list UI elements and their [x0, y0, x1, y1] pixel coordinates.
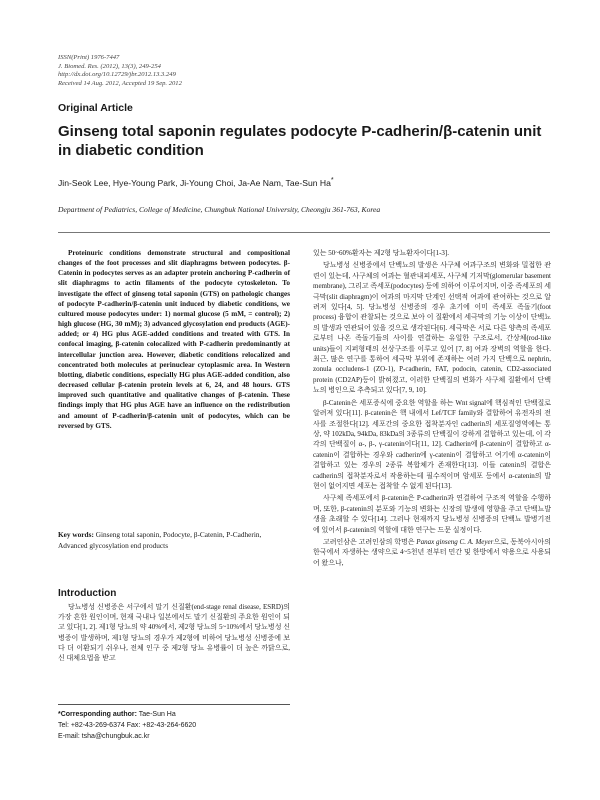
- correspondence: [58, 709, 196, 742]
- keywords: [58, 530, 290, 551]
- keywords-label: Key words:: [58, 530, 94, 539]
- affiliation: Department of Pediatrics, College of Medicine, Chungbuk National University, Cheongju 361-763, Korea: [58, 205, 381, 214]
- right-para-2: 당뇨병성 신병증에서 단백뇨의 발생은 사구체 여과구조의 변화와 밀접한 관련이 있는데, 사구체의 여과는 혈관내피세포, 사구체 기저막(glomerular basement membrane), 그리고 족세포(podocytes) 등에 의하여 이루어지며, 이중 족세포의 세극막(slit diaphragm)이 여과의 마지막 단계인 선택적 여과에 관여하는 것으로 알려져 있다[4, 5]. 당뇨병성 신병증의 경우 초기에 이미 족세포 족돌기(foot process) 융합이 관찰되는 것으로 보아 이 질환에서 세극막의 기능 이상이 단백뇨의 발생과 연관되어 있을 것으로 생각된다[6]. 세극막은 서로 다른 양측의 족세포로부터 나온 족돌기들의 사이를 연결하는 유일한 구조로서, 간상체(rod-like units)들이 지퍼형태의 선상구조를 이루고 있어 [7, 8] 여과 장벽의 역할을 한다. 최근, 많은 연구를 통하여 세극막 부위에 존재하는 여러 가지 단백으로 nephrin, zonula occludens-1 (ZO-1), P-cadherin, FAT, podocin, catenin, CD2-associated protein (CD2AP)등이 밝혀졌고, 이러한 단백질의 변화가 사구체 질환에서 단백뇨의 병인으로 추측되고 있다[7, 9, 10].: [313, 261, 551, 395]
- corresponding-mark: *: [330, 176, 334, 184]
- issn: ISSN(Print) 1976-7447: [58, 54, 120, 61]
- corr-label: *Corresponding author:: [58, 711, 137, 718]
- doi-link[interactable]: http://dx.doi.org/10.12729/jbr.2012.13.3.249: [58, 71, 176, 79]
- authors-text: Jin-Seok Lee, Hye-Young Park, Ji-Young Choi, Ja-Ae Nam, Tae-Sun Ha: [58, 177, 331, 188]
- footnote-divider: [58, 704, 290, 705]
- p5-start: 고려인삼은 고려인삼의 학명은: [323, 537, 417, 546]
- right-para-5: [313, 537, 551, 568]
- corr-email[interactable]: E-mail: tsha@chungbuk.ac.kr: [58, 733, 150, 740]
- intro-heading: Introduction: [58, 588, 117, 599]
- journal-citation: J. Biomed. Res. (2012), 13(3), 249-254: [58, 62, 161, 70]
- right-column: [313, 248, 551, 570]
- journal-meta: [58, 54, 182, 88]
- p5-end: 으로, 동북아시아의 한국에서 자생하는 생약으로 4~5천년 전부터 민간 및 한방에서 약용으로 사용되어 왔으나,: [313, 537, 551, 567]
- p5-species: Panax ginseng C. A. Meyer: [416, 537, 494, 546]
- paper-title: Ginseng total saponin regulates podocyte P-cadherin/β-catenin unit in diabetic condition: [58, 123, 542, 159]
- keywords-text: Ginseng total saponin, Podocyte, β-Catenin, P-Cadherin, Advanced glycosylation end products: [58, 530, 262, 550]
- intro-paragraph: 당뇨병성 신병증은 서구에서 말기 신질환(end-stage renal disease, ESRD)의 가장 흔한 원인이며, 현재 국내나 일본에서도 말기 신질환의 주요한 원인이 되고 있다[1, 2]. 제1형 당뇨의 약 40%에서, 제2형 당뇨의 5~10%에서 당뇨병성 신병증이 발생하며, 제1형 당뇨의 경우가 제2형에 비하여 당뇨병성 신병증에 보다 더 이환되기 쉬우나, 전체 인구 중 제2형 당뇨 유병률이 더 높은 까닭으로, 신 대체요법을 받고: [58, 603, 290, 663]
- right-para-4: 사구체 족세포에서 β-catenin은 P-cadherin과 연결하여 구조적 역할을 수행하며, 또한, β-catenin의 분포와 기능의 변화는 신장의 발생에 영향을 주고 단백뇨발생을 초래할 수 있다[14]. 그러나 현재까지 당뇨병성 신병증의 단백뇨 발병기전에 있어서 β-catenin의 역할에 대한 연구는 드문 실정이다.: [313, 494, 551, 534]
- right-para-3: β-Catenin은 세포증식에 중요한 역할을 하는 Wnt signal에 핵심적인 단백질로 알려져 있다[11]. β-catenin은 핵 내에서 Lef/TCF family와 결합하여 유전자의 전사를 조절한다[12]. 세포간의 중요한 접착분자인 cadherin의 세포질영역에는 통상, 약 102kDa, 94kDa, 83kDa의 3종류의 단백질이 강하게 결합하고 있는데, 이 각각의 단백질이 α-, β-, γ-catenin이다[11, 12]. Cadherin에 β-catenin이 결합하고 α-catenin이 결합하는 경우와 cadherin에 γ-catenin이 결합하고 여기에 α-catenin이 결합하고 있는 경우의 2종류 복합체가 존재한다[13]. 이들 catenin의 결합은 cadherin의 접착분자로서 작용하는데 필수적이며 암세포 등에서 α-catenin의 발현이 없어지면 세포는 접착할 수 없게 된다[13].: [313, 398, 551, 490]
- received-date: Received 14 Aug. 2012, Accepted 19 Sep. 2012: [58, 79, 182, 87]
- corr-author-line: [58, 709, 196, 720]
- header-divider: [58, 232, 550, 233]
- abstract: Proteinuric conditions demonstrate structural and compositional changes of the foot processes and slit diaphragms between podocytes. β-Catenin in podocytes serves as an adapter protein anchoring P-cadherin of slit diaphragms to actin filaments of the podocyte cytoskeleton. To investigate the effect of ginseng total saponin (GTS) on pathologic changes of podocyte P-cadherin/β-catenin unit induced by diabetic conditions, we cultured mouse podocytes under: 1) normal glucose (5 mM, = control); 2) high glucose (HG, 30 mM); 3) advanced glycosylation end products (AGE)-added; or 4) HG plus AGE-added conditions and treated with GTS. In confocal imaging, β-catenin colocalized with P-cadherin predominantly at intercellular junction area. However, diabetic conditions relocalized and concentrated both molecules at perinuclear cytoplasmic area. In Western blotting, diabetic conditions, especially HG plus AGE-added condition, also decreased cellular β-catenin protein levels at 6, 24, and 48 hours. GTS improved such quantitative and qualitative changes of β-catenin. These findings imply that HG plus AGE have an influence on the redistribution and amount of P-cadherin/β-catenin unit of podocytes, which can be reversed by GTS.: [58, 249, 290, 430]
- right-para-1: 있는 50~60%환자는 제2형 당뇨환자이다[1-3].: [313, 249, 450, 257]
- corr-phone: Tel: +82-43-269-6374 Fax: +82-43-264-6620: [58, 722, 197, 729]
- corr-name: Tae-Sun Ha: [138, 711, 176, 718]
- article-type: Original Article: [58, 102, 133, 114]
- author-list: [58, 176, 538, 188]
